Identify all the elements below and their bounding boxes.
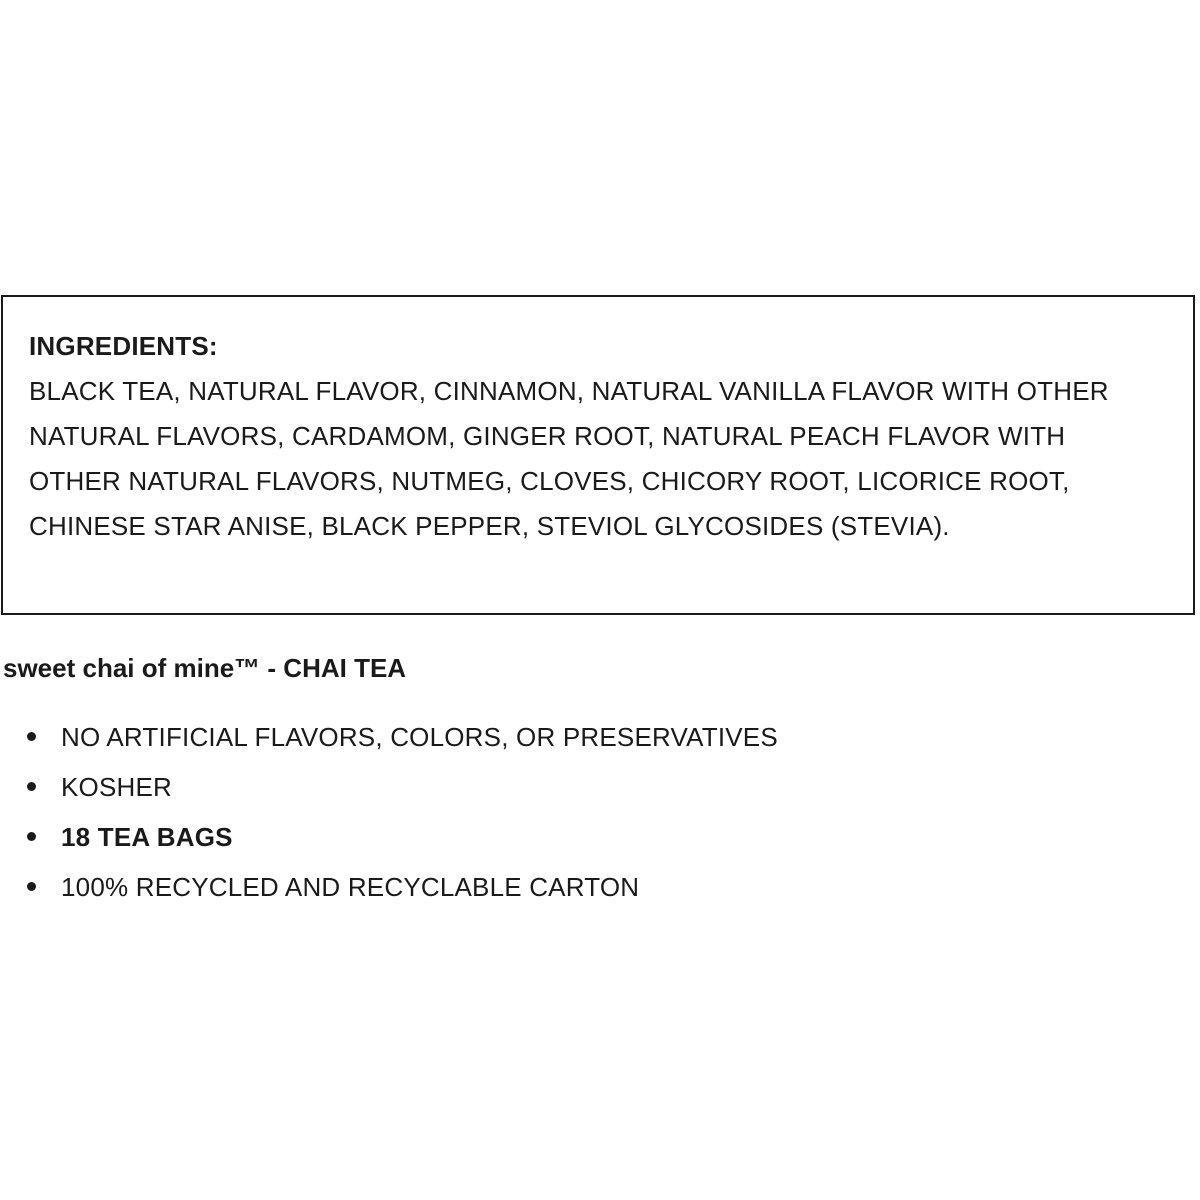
ingredients-panel [1,295,1195,615]
bullet-icon [27,732,36,741]
feature-text: NO ARTIFICIAL FLAVORS, COLORS, OR PRESERVATIVES [61,722,778,752]
ingredients-list: BLACK TEA, NATURAL FLAVOR, CINNAMON, NATURAL VANILLA FLAVOR WITH OTHER NATURAL FLAVORS, CARDAMOM, GINGER ROOT, NATURAL PEACH FLAVOR WITH OTHER NATURAL FLAVORS, NUTMEG, CLOVES, CHICORY ROOT, LICORICE ROOT, CHINESE STAR ANISE, BLACK PEPPER, STEVIOL GLYCOSIDES (STEVIA). [29,376,1109,541]
product-title: sweet chai of mine™ - CHAI TEA [3,653,407,683]
feature-text: 18 TEA BAGS [61,822,233,852]
feature-item [0,865,778,915]
feature-item [0,815,778,865]
feature-list [0,715,778,915]
bullet-icon [27,832,36,841]
feature-item [0,715,778,765]
bullet-icon [27,882,36,891]
feature-text: 100% RECYCLED AND RECYCLABLE CARTON [61,872,640,902]
ingredients-heading: INGREDIENTS: [29,331,218,361]
feature-text: KOSHER [61,772,173,802]
feature-item [0,765,778,815]
bullet-icon [27,782,36,791]
